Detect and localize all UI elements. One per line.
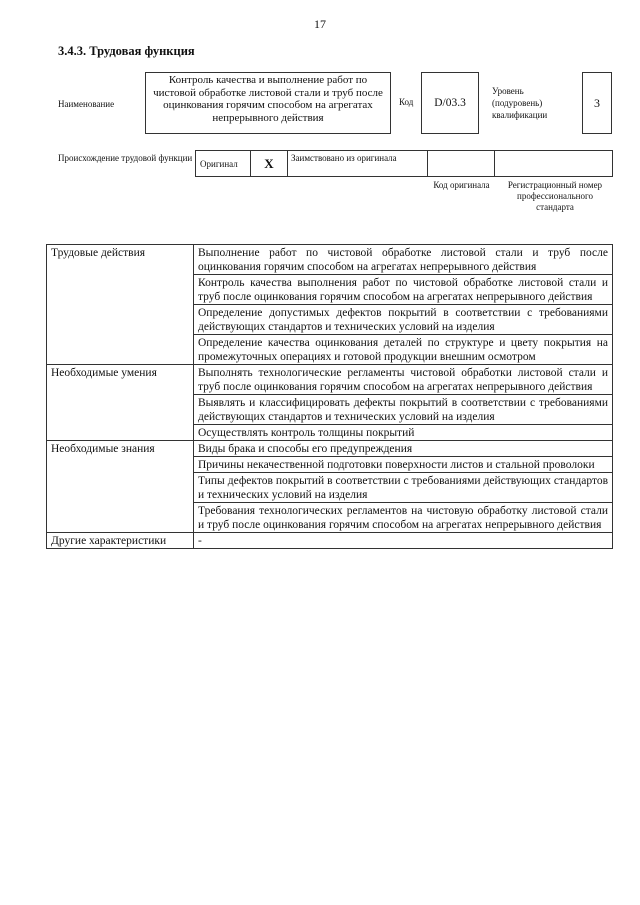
item-cell: - — [194, 533, 613, 549]
item-cell: Выполнять технологические регламенты чистовой обработки листовой стали и труб после оцинкования горячим способом на агрегатах непрерывного действия — [194, 365, 613, 395]
level-box: 3 — [582, 72, 612, 134]
function-details-table — [46, 244, 613, 549]
item-cell: Определение допустимых дефектов покрытий в соответствии с требованиями действующих стандартов и технических условий на изделия — [194, 305, 613, 335]
section-title: 3.4.3. Трудовая функция — [58, 44, 195, 58]
category-cell: Необходимые умения — [47, 365, 194, 441]
item-cell: Контроль качества выполнения работ по чистовой обработке листовой стали и труб после оцинкования горячим способом на агрегатах непрерывного действия — [194, 275, 613, 305]
registration-number-label: Регистрационный номер профессионального стандарта — [507, 180, 603, 212]
name-label: Наименование — [58, 99, 115, 109]
item-cell: Определение качества оцинкования деталей по структуре и цвету покрытия на промежуточных операциях и готовой продукции внешним осмотром — [194, 335, 613, 365]
table-row — [47, 245, 613, 275]
original-code-cell — [428, 151, 495, 176]
item-cell: Типы дефектов покрытий в соответствии с требованиями действующих стандартов и технических условий на изделия — [194, 473, 613, 503]
table-row — [47, 441, 613, 457]
original-mark: X — [251, 151, 288, 176]
category-cell: Другие характеристики — [47, 533, 194, 549]
category-cell: Необходимые знания — [47, 441, 194, 533]
level-label: Уровень (подуровень) квалификации — [492, 86, 548, 120]
item-cell: Осуществлять контроль толщины покрытий — [194, 425, 613, 441]
table-row — [47, 365, 613, 395]
item-cell: Выявлять и классифицировать дефекты покрытий в соответствии с требованиями действующих стандартов и технических условий на изделия — [194, 395, 613, 425]
origin-label: Происхождение трудовой функции — [58, 153, 193, 163]
original-code-label: Код оригинала — [433, 180, 490, 190]
function-name-box: Контроль качества и выполнение работ по чистовой обработке листовой стали и труб после оцинкования горячим способом на агрегатах непрерывного действия — [145, 72, 391, 134]
item-cell: Причины некачественной подготовки поверхности листов и стальной проволоки — [194, 457, 613, 473]
function-details-body — [47, 245, 613, 549]
item-cell: Выполнение работ по чистовой обработке листовой стали и труб после оцинкования горячим способом на агрегатах непрерывного действия — [194, 245, 613, 275]
registration-number-cell — [495, 151, 612, 176]
original-label: Оригинал — [196, 151, 251, 176]
code-box: D/03.3 — [421, 72, 479, 134]
page-number: 17 — [314, 17, 326, 31]
code-label: Код — [399, 97, 414, 107]
borrowed-label: Заимствовано из оригинала — [288, 151, 428, 176]
category-cell: Трудовые действия — [47, 245, 194, 365]
table-row — [47, 533, 613, 549]
item-cell: Требования технологических регламентов на чистовую обработку листовой стали и труб после оцинкования горячим способом на агрегатах непрерывного действия — [194, 503, 613, 533]
origin-row — [195, 150, 613, 177]
item-cell: Виды брака и способы его предупреждения — [194, 441, 613, 457]
